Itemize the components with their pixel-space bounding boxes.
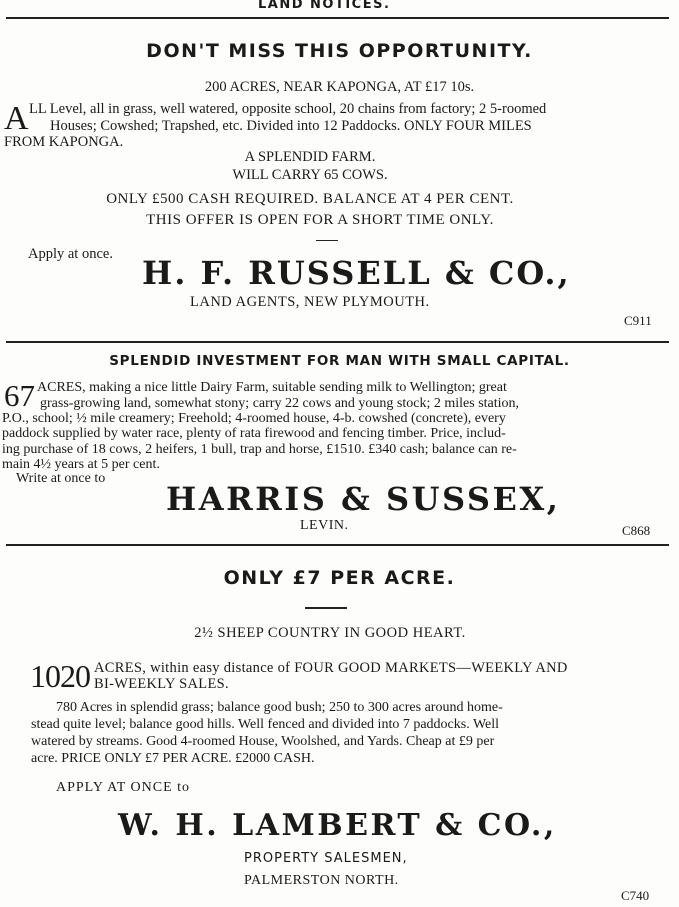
ad2-write: Write at once to: [16, 471, 106, 486]
ad1-headline: DON'T MISS THIS OPPORTUNITY.: [146, 40, 533, 62]
ad3-headline: ONLY £7 PER ACRE.: [223, 567, 456, 589]
ad1-centered-line: THIS OFFER IS OPEN FOR A SHORT TIME ONLY.: [146, 212, 494, 228]
ad2-body-line: paddock supplied by water race, plenty of rata firewood and fencing timber. Price, includ-: [2, 426, 506, 441]
ad2-body-line: grass-growing land, somewhat stony; carry 22 cows and young stock; 2 miles station,: [40, 396, 520, 411]
ad3-body-line: acre. PRICE ONLY £7 PER ACRE. £2000 CASH.: [31, 751, 315, 766]
separator-rule: [6, 544, 669, 546]
section-title: LAND NOTICES.: [258, 0, 391, 12]
ad1-agent-sub: LAND AGENTS, NEW PLYMOUTH.: [190, 294, 430, 310]
ad1-divider: [316, 240, 338, 241]
ad3-agent-name: W. H. LAMBERT & CO.,: [118, 808, 557, 843]
ad1-ref: C911: [624, 313, 652, 328]
ad1-subhead: 200 ACRES, NEAR KAPONGA, AT £17 10s.: [204, 79, 475, 95]
ad2-dropcap: 67: [4, 378, 35, 413]
ad1-agent-name: H. F. RUSSELL & CO.,: [142, 254, 571, 292]
ad2-ref: C868: [622, 523, 651, 538]
ad3-lead-line: BI-WEEKLY SALES.: [94, 676, 229, 692]
ad1-apply: Apply at once.: [28, 246, 113, 262]
ad1-body-line: FROM KAPONGA.: [4, 134, 124, 150]
ad1-body-line: LL Level, all in grass, well watered, opposite school, 20 chains from factory; 2 5-roomed: [29, 101, 547, 117]
ad3-divider: [305, 607, 347, 609]
ad2-body-line: main 4½ years at 5 per cent.: [2, 457, 160, 472]
ad3-body-line: stead quite level; balance good hills. Well fenced and divided into 7 paddocks. Well: [31, 717, 500, 732]
ad3-ref: C740: [621, 888, 650, 903]
ad3-dropcap: 1020: [30, 658, 90, 694]
ad2-body-line: P.O., school; ½ mile creamery; Freehold; 4-roomed house, 4-b. cowshed (concrete), every: [2, 411, 506, 426]
ad3-apply: APPLY AT ONCE to: [56, 780, 191, 795]
ad3-body-line: watered by streams. Good 4-roomed House, Woolshed, and Yards. Cheap at £9 per: [31, 734, 495, 749]
ad3-body-line: 780 Acres in splendid grass; balance good bush; 250 to 300 acres around home-: [56, 700, 503, 715]
separator-rule: [6, 341, 669, 343]
ad3-subhead: 2½ SHEEP COUNTRY IN GOOD HEART.: [194, 625, 466, 641]
ad2-headline: SPLENDID INVESTMENT FOR MAN WITH SMALL CAPITAL.: [109, 353, 570, 369]
ad3-lead-line: ACRES, within easy distance of FOUR GOOD MARKETS—WEEKLY AND: [94, 660, 568, 676]
ad1-centered-line: A SPLENDID FARM.: [244, 149, 376, 165]
ad2-agent-name: HARRIS & SUSSEX,: [166, 480, 561, 518]
ad1-dropcap: A: [4, 100, 29, 137]
ad1-centered-line: ONLY £500 CASH REQUIRED. BALANCE AT 4 PER CENT.: [106, 191, 514, 207]
ad2-body-line: ing purchase of 18 cows, 2 heifers, 1 bull, trap and horse, £1510. £340 cash; balance can re-: [2, 442, 517, 457]
ad2-body-line: ACRES, making a nice little Dairy Farm, suitable sending milk to Wellington; great: [37, 380, 507, 395]
ad1-centered-line: WILL CARRY 65 COWS.: [232, 167, 388, 183]
ad3-agent-sub1: PROPERTY SALESMEN,: [244, 851, 408, 866]
ad2-agent-sub: LEVIN.: [300, 518, 349, 533]
ad1-body-line: Houses; Cowshed; Trapshed, etc. Divided into 12 Paddocks. ONLY FOUR MILES: [50, 118, 532, 134]
ad3-agent-sub2: PALMERSTON NORTH.: [244, 873, 399, 888]
header-rule: [6, 17, 669, 19]
